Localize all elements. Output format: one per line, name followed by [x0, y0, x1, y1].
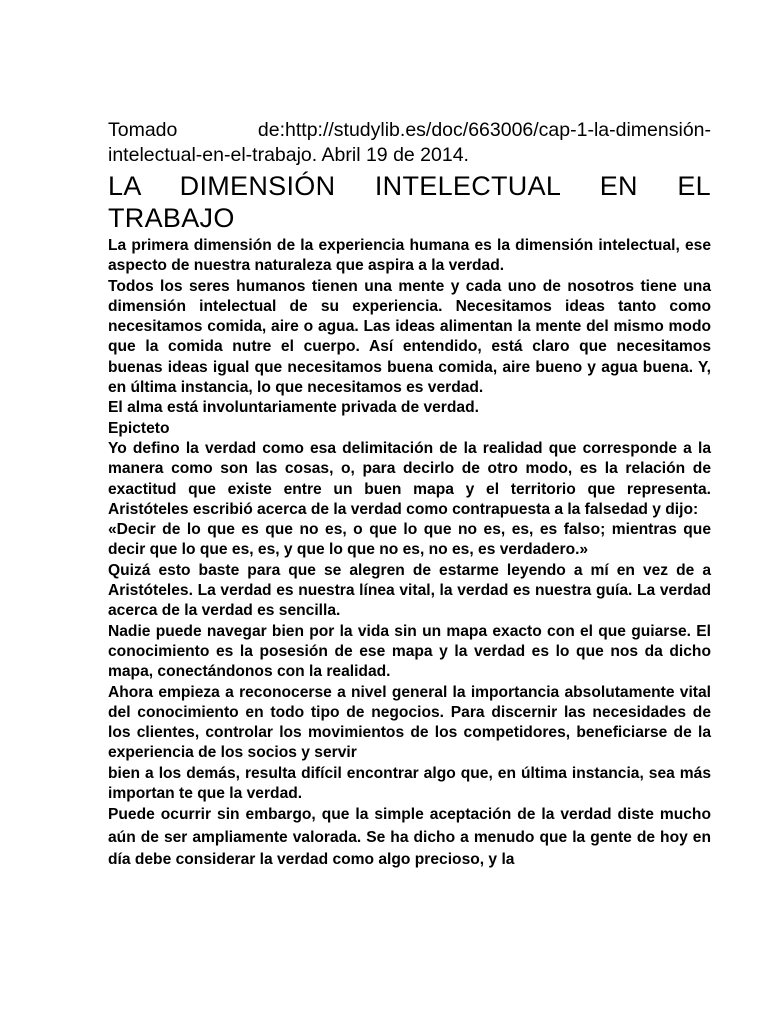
paragraph: Puede ocurrir sin embargo, que la simple aceptación de la verdad diste mucho aún de ser ampliamente valorada. Se ha dicho a menudo que la gente de hoy en día debe considerar la verdad como algo precioso, y la	[108, 806, 711, 869]
document-body	[108, 236, 711, 872]
paragraph: El alma está involuntariamente privada de verdad.	[108, 399, 479, 417]
document-title: LA DIMENSIÓN INTELECTUAL EN EL TRABAJO	[108, 171, 711, 233]
paragraph: Yo defino la verdad como esa delimitación de la realidad que corresponde a la manera como son las cosas, o, para decirlo de otro modo, es la relación de exactitud que existe entre un buen mapa y el territorio que representa. Aristóteles escribió acerca de la verdad como contrapuesta a la falsedad y dijo:	[108, 439, 711, 518]
paragraph: Todos los seres humanos tienen una mente y cada uno de nosotros tiene una dimensión intelectual de su experiencia. Necesitamos ideas tanto como necesitamos comida, aire o agua. Las ideas alimentan la mente del mismo modo que la comida nutre el cuerpo. Así entendido, está claro que necesitamos buenas ideas igual que necesitamos buena comida, aire bueno y agua buena. Y, en última instancia, lo que necesitamos es verdad.	[108, 277, 711, 397]
paragraph: bien a los demás, resulta difícil encontrar algo que, en última instancia, sea más importan te que la verdad.	[108, 764, 711, 803]
paragraph: Nadie puede navegar bien por la vida sin un mapa exacto con el que guiarse. El conocimiento es la posesión de ese mapa y la verdad es lo que nos da dicho mapa, conectándonos con la realidad.	[108, 622, 711, 681]
paragraph: La primera dimensión de la experiencia humana es la dimensión intelectual, ese aspecto de nuestra naturaleza que aspira a la verdad.	[108, 237, 711, 275]
paragraph: Quizá esto baste para que se alegren de estarme leyendo a mí en vez de a Aristóteles. La verdad es nuestra línea vital, la verdad es nuestra guía. La verdad acerca de la verdad es sencilla.	[108, 561, 711, 620]
source-citation: Tomado de:http://studylib.es/doc/663006/cap-1-la-dimensión-intelectual-en-el-trabajo. Abril 19 de 2014.	[108, 119, 711, 166]
document-page	[108, 118, 711, 872]
paragraph: Ahora empieza a reconocerse a nivel general la importancia absolutamente vital del conocimiento en todo tipo de negocios. Para discernir las necesidades de los clientes, controlar los movimientos de los competidores, beneficiarse de la experiencia de los socios y servir	[108, 683, 711, 762]
quotation: «Decir de lo que es que no es, o que lo que no es, es, es falso; mientras que decir que lo que es, es, y que lo que no es, no es, es verdadero.»	[108, 521, 711, 559]
quote-author: Epicteto	[108, 419, 170, 437]
